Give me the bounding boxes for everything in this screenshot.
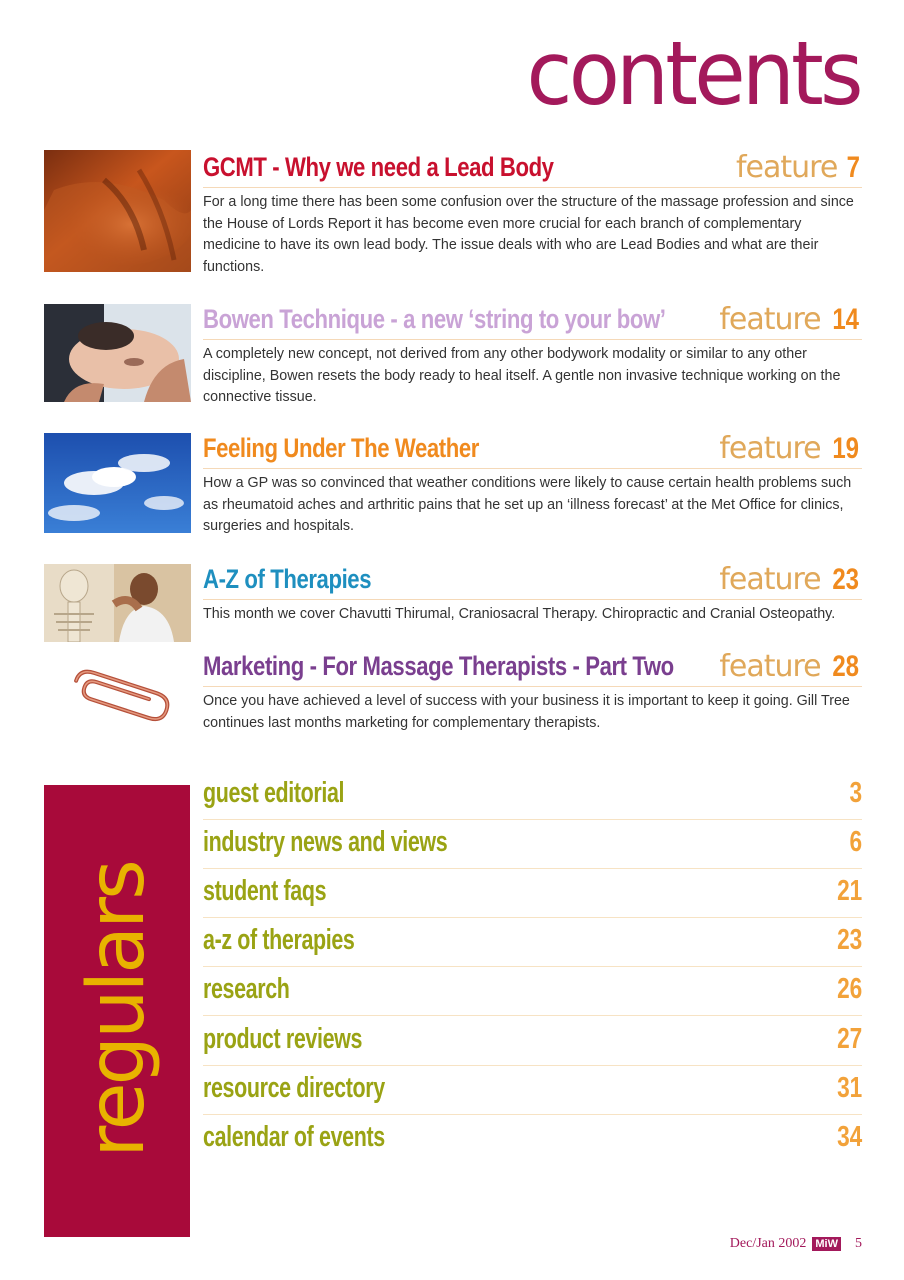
page-number: 5 bbox=[855, 1236, 862, 1251]
feature-title[interactable]: Bowen Technique - a new ‘string to your bow’ bbox=[203, 304, 666, 334]
feature-title[interactable]: Feeling Under The Weather bbox=[203, 433, 479, 463]
feature-word: feature bbox=[736, 150, 838, 185]
regulars-row[interactable] bbox=[203, 918, 862, 967]
feature-title[interactable]: GCMT - Why we need a Lead Body bbox=[203, 152, 554, 182]
feature-page-number: 28 bbox=[831, 650, 859, 683]
massage-hands-photo bbox=[44, 150, 191, 272]
feature-page-number: 23 bbox=[831, 563, 859, 596]
regulars-page: 23 bbox=[836, 924, 862, 956]
regulars-page: 6 bbox=[849, 826, 862, 858]
feature-title[interactable]: A-Z of Therapies bbox=[203, 564, 372, 594]
regulars-row[interactable] bbox=[203, 869, 862, 918]
feature-tag bbox=[736, 150, 862, 185]
feature-word: feature bbox=[719, 431, 821, 466]
feature-page-number: 7 bbox=[846, 151, 861, 184]
regulars-label: research bbox=[203, 973, 290, 1005]
feature-description: For a long time there has been some confusion over the structure of the massage profession and since the House of Lords Report it has become even more crucial for each branch of complementary medicine to have its own lead body. The issue deals with who are Lead Bodies and what are their functions. bbox=[203, 194, 854, 275]
feature-divider bbox=[203, 339, 862, 340]
feature-tag bbox=[719, 302, 862, 337]
issue-date: Dec/Jan 2002 bbox=[729, 1236, 807, 1251]
regulars-label: industry news and views bbox=[203, 826, 448, 858]
feature-tag bbox=[719, 562, 862, 597]
paperclip-photo bbox=[44, 659, 191, 729]
regulars-row[interactable] bbox=[203, 1066, 862, 1115]
feature-description: How a GP was so convinced that weather conditions were likely to cause certain health problems such as rheumatoid aches and arthritic pains that he set up an ‘illness forecast’ at the Met Office for clinics, surgeries and hospitals. bbox=[203, 475, 852, 534]
feature-tag bbox=[719, 649, 862, 684]
regulars-page: 31 bbox=[836, 1072, 862, 1104]
feature-word: feature bbox=[719, 562, 821, 597]
feature-tag bbox=[719, 431, 862, 466]
feature-divider bbox=[203, 599, 862, 600]
feature-description: Once you have achieved a level of success with your business it is important to keep it going. Gill Tree continues last months marketing for complementary therapists. bbox=[203, 693, 850, 731]
feature-divider bbox=[203, 468, 862, 469]
feature-description: This month we cover Chavutti Thirumal, Craniosacral Therapy. Chiropractic and Cranial Osteopathy. bbox=[203, 606, 836, 622]
regulars-label: a-z of therapies bbox=[203, 924, 355, 956]
regulars-page: 26 bbox=[836, 973, 862, 1005]
skeleton-practitioner-photo bbox=[44, 564, 191, 642]
feature-divider bbox=[203, 187, 862, 188]
page-heading: contents bbox=[526, 22, 860, 125]
regulars-label: guest editorial bbox=[203, 777, 345, 809]
regulars-row[interactable] bbox=[203, 820, 862, 869]
feature-word: feature bbox=[719, 649, 821, 684]
regulars-page: 3 bbox=[849, 777, 862, 809]
regulars-label: calendar of events bbox=[203, 1121, 385, 1153]
regulars-row[interactable] bbox=[203, 771, 862, 820]
regulars-page: 21 bbox=[836, 875, 862, 907]
regulars-label: resource directory bbox=[203, 1072, 385, 1104]
feature-page-number: 14 bbox=[831, 303, 859, 336]
feature-title[interactable]: Marketing - For Massage Therapists - Part Two bbox=[203, 651, 674, 681]
regulars-page: 27 bbox=[836, 1023, 862, 1055]
regulars-page: 34 bbox=[836, 1121, 862, 1153]
feature-page-number: 19 bbox=[831, 432, 859, 465]
sky-clouds-photo bbox=[44, 433, 191, 533]
regulars-row[interactable] bbox=[203, 1017, 862, 1066]
regulars-row[interactable] bbox=[203, 1115, 862, 1164]
feature-divider bbox=[203, 686, 862, 687]
feature-description: A completely new concept, not derived from any other bodywork modality or similar to any other discipline, Bowen resets the body ready to heal itself. A gentle non invasive technique working on the connective tissue. bbox=[203, 346, 841, 405]
magazine-logo: MiW bbox=[812, 1237, 841, 1251]
regulars-label: student faqs bbox=[203, 875, 327, 907]
page-footer bbox=[730, 1236, 862, 1252]
face-treatment-photo bbox=[44, 304, 191, 402]
regulars-heading: regulars bbox=[72, 862, 162, 1158]
regulars-label: product reviews bbox=[203, 1023, 363, 1055]
regulars-row[interactable] bbox=[203, 967, 862, 1016]
regulars-divider bbox=[203, 1015, 862, 1016]
feature-word: feature bbox=[719, 302, 821, 337]
